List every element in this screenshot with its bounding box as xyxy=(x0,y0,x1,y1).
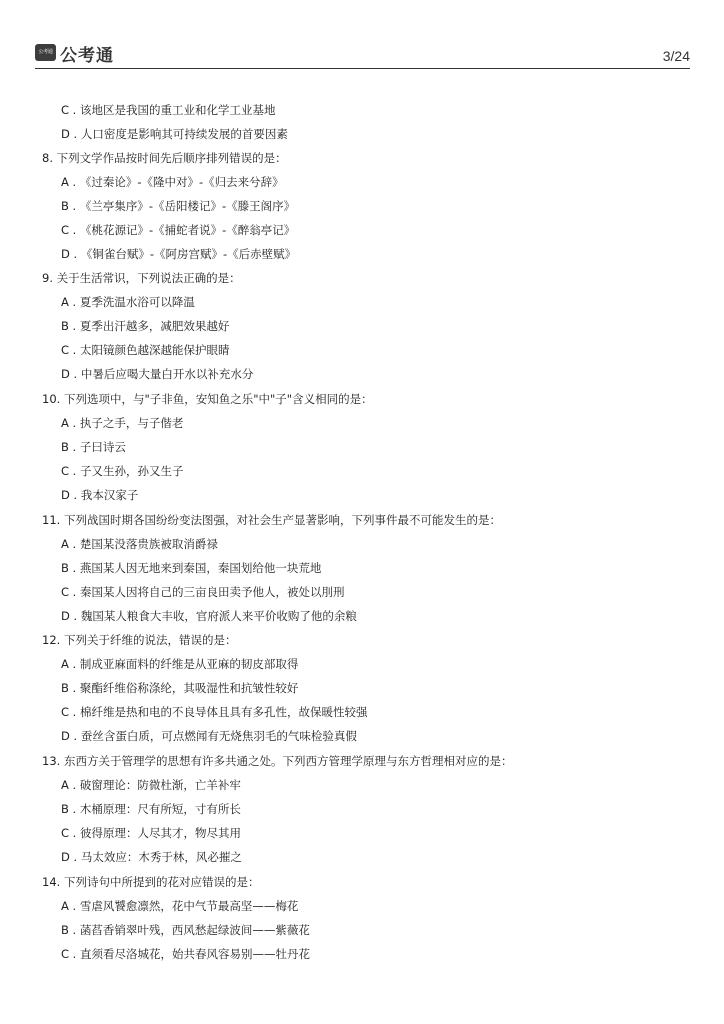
answer-option: C . 太阳镜颜色越深越能保护眼睛 xyxy=(61,343,230,357)
answer-option: A . 破窗理论：防微杜渐，亡羊补牢 xyxy=(61,778,241,792)
answer-option: D . 人口密度是影响其可持续发展的首要因素 xyxy=(61,127,288,141)
logo-text: 公考通 xyxy=(60,46,114,66)
answer-option: B . 子曰诗云 xyxy=(61,440,126,454)
page-number: 3/24 xyxy=(662,48,690,64)
answer-option: B . 菡萏香销翠叶残，西风愁起绿波间——紫薇花 xyxy=(61,923,310,937)
answer-option: B . 夏季出汗越多，减肥效果越好 xyxy=(61,319,230,333)
answer-option: C . 彼得原理：人尽其才，物尽其用 xyxy=(61,826,241,840)
answer-option: B . 燕国某人因无地来到秦国，秦国划给他一块荒地 xyxy=(61,561,322,575)
answer-option: A . 夏季洗温水浴可以降温 xyxy=(61,295,195,309)
logo-badge: 公考通 xyxy=(35,44,56,61)
question-stem: 10. 下列选项中，与"子非鱼，安知鱼之乐"中"子"含义相同的是： xyxy=(42,392,373,406)
question-stem: 9. 关于生活常识，下列说法正确的是： xyxy=(42,271,241,285)
question-stem: 11. 下列战国时期各国纷纷变法图强，对社会生产显著影响，下列事件最不可能发生的是： xyxy=(42,513,501,527)
question-stem: 14. 下列诗句中所提到的花对应错误的是： xyxy=(42,875,260,889)
answer-option: D . 中暑后应喝大量白开水以补充水分 xyxy=(61,367,254,381)
answer-option: D . 《铜雀台赋》-《阿房宫赋》-《后赤壁赋》 xyxy=(61,247,297,261)
answer-option: C . 该地区是我国的重工业和化学工业基地 xyxy=(61,103,276,117)
question-stem: 8. 下列文学作品按时间先后顺序排列错误的是： xyxy=(42,151,287,165)
answer-option: A . 制成亚麻面料的纤维是从亚麻的韧皮部取得 xyxy=(61,657,299,671)
answer-option: C . 直须看尽洛城花，始共春风容易别——牡丹花 xyxy=(61,947,310,961)
answer-option: A . 楚国某没落贵族被取消爵禄 xyxy=(61,537,218,551)
answer-option: A . 执子之手，与子偕老 xyxy=(61,416,184,430)
question-stem: 12. 下列关于纤维的说法，错误的是： xyxy=(42,633,237,647)
answer-option: D . 马太效应：木秀于林，风必摧之 xyxy=(61,850,242,864)
question-stem: 13. 东西方关于管理学的思想有许多共通之处。下列西方管理学原理与东方哲理相对应的是： xyxy=(42,754,513,768)
answer-option: D . 我本汉家子 xyxy=(61,488,139,502)
answer-option: A . 雪虐风饕愈凛然，花中气节最高坚——梅花 xyxy=(61,899,299,913)
answer-option: A . 《过秦论》-《隆中对》-《归去来兮辞》 xyxy=(61,175,284,189)
answer-option: D . 魏国某人粮食大丰收，官府派人来平价收购了他的余粮 xyxy=(61,609,357,623)
answer-option: D . 蚕丝含蛋白质，可点燃闻有无烧焦羽毛的气味检验真假 xyxy=(61,729,357,743)
answer-option: C . 《桃花源记》-《捕蛇者说》-《醉翁亭记》 xyxy=(61,223,296,237)
answer-option: C . 秦国某人因将自己的三亩良田卖予他人，被处以刖刑 xyxy=(61,585,345,599)
answer-option: B . 聚酯纤维俗称涤纶，其吸湿性和抗皱性较好 xyxy=(61,681,299,695)
answer-option: C . 棉纤维是热和电的不良导体且具有多孔性，故保暖性较强 xyxy=(61,705,368,719)
page-header xyxy=(35,40,690,69)
answer-option: C . 子又生孙，孙又生子 xyxy=(61,464,184,478)
answer-option: B . 《兰亭集序》-《岳阳楼记》-《滕王阁序》 xyxy=(61,199,296,213)
answer-option: B . 木桶原理：尺有所短，寸有所长 xyxy=(61,802,241,816)
